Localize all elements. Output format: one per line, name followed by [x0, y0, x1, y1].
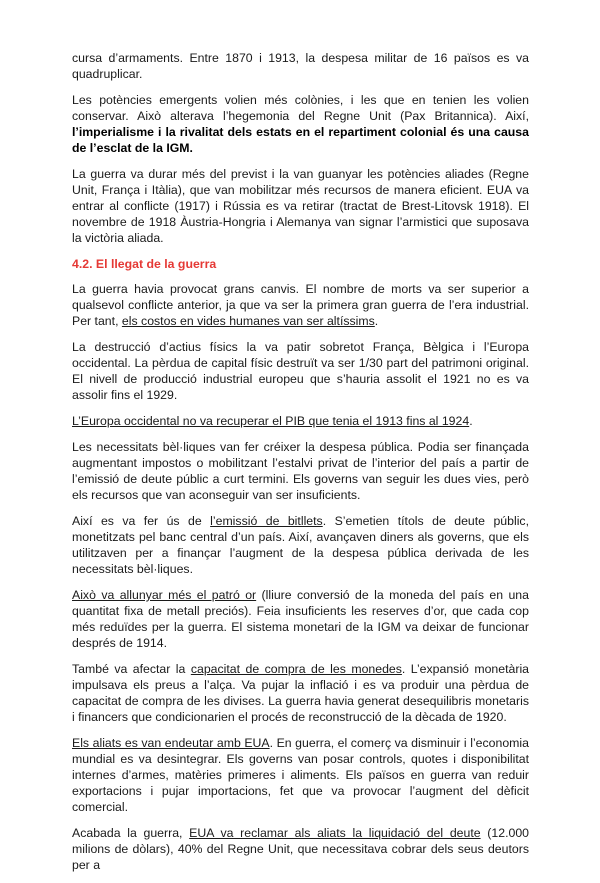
paragraph-text: La guerra va durar més del previst i la van guanyar les potències aliades (Regne Unit, França i Itàlia), que van mobilitzar més recursos de manera eficient. EUA va entrar al conflicte (1917) i Rússia es va retirar (tractat de Brest-Litovsk 1918). El novembre de 1918 Àustria-Hongria i Alemanya van signar l’armistici que suposava la victòria aliada.	[72, 167, 529, 245]
paragraph-allied-debt	[72, 735, 529, 815]
underlined-text: Els aliats es van endeutar amb EUA	[72, 736, 270, 750]
underlined-text: els costos en vides humanes van ser altíssims	[121, 314, 375, 328]
paragraph-human-cost	[72, 281, 529, 329]
paragraph-text: .	[469, 414, 473, 428]
paragraph-text: (12.000 milions de dòlars), 40% del Regne Unit, que necessitava cobrar dels seus deutors per a	[72, 826, 530, 872]
paragraph-debt-liquidation	[72, 825, 529, 873]
section-heading: 4.2. El llegat de la guerra	[72, 257, 217, 271]
paragraph-gdp-recovery	[72, 413, 529, 429]
paragraph-arms-race	[72, 50, 529, 82]
paragraph-text: (lliure conversió de la moneda del país en una quantitat fixa de metall preciós). Feia insuficients les reserves d’or, que cada cop més reduïdes per la guerra. El sistema monetari de la IGM va deixar de funcionar després de 1914.	[72, 588, 529, 650]
underlined-text: capacitat de compra de les monedes	[190, 662, 402, 676]
paragraph-purchasing-power	[72, 661, 529, 725]
paragraph-text: Acabada la guerra,	[72, 826, 190, 840]
paragraph-imperialism	[72, 92, 529, 156]
paragraph-gold-standard	[72, 587, 529, 651]
underlined-text: EUA va reclamar als aliats la liquidació del deute	[189, 826, 481, 840]
paragraph-text: També va afectar la	[72, 662, 191, 676]
paragraph-text: Les potències emergents volien més colònies, i les que en tenien les volien conservar. Això alterava l’hegemonia del Regne Unit (Pax Britannica). Així,	[72, 93, 529, 123]
paragraph-text: . L’expansió monetària impulsava els preus a l’alça. Va pujar la inflació i es va produir una pèrdua de capacitat de compra de les divises. La guerra havia generat desequilibris monetaris i financers que condicionarien el procés de reconstrucció de la dècada de 1920.	[72, 662, 530, 724]
paragraph-text: .	[374, 314, 379, 328]
underlined-text: L’Europa occidental no va recuperar el PIB que tenia el 1913 fins al 1924	[72, 414, 470, 428]
paragraph-text: La guerra havia provocat grans canvis. El nombre de morts va ser superior a qualsevol conflicte anterior, ja que va ser la primera gran guerra de l’era industrial. Per tant,	[72, 282, 529, 328]
paragraph-text: La destrucció d’actius físics la va patir sobretot França, Bèlgica i l’Europa occidental. La pèrdua de capital físic destruït va ser 1/30 part del patrimoni original. El nivell de producció industrial europeu que s’hauria assolit el 1921 no es va assolir fins el 1929.	[72, 340, 529, 402]
paragraph-public-spending	[72, 439, 529, 503]
bold-statement: l’imperialisme i la rivalitat dels estats en el repartiment colonial és una causa de l’esclat de la IGM.	[72, 125, 529, 155]
paragraph-text: . En guerra, el comerç va disminuir i l’economia mundial es va desintegrar. Els governs van posar controls, quotes i disponibilitat internes d’armes, matèries primeres i aliments. Els països en guerra van reduir exportacions i pujar importacions, fet que va provocar l’augment del dèficit comercial.	[72, 736, 529, 814]
paragraph-banknotes	[72, 513, 529, 577]
paragraph-text: . S’emetien títols de deute públic, monetitzats pel banc central d’un país. Així, avançaven diners als governs, que els utilitzaven per a finançar l’augment de la despesa pública derivada de les necessitats bèl·liques.	[72, 514, 529, 576]
paragraph-text: Així es va fer ús de	[72, 514, 211, 528]
paragraph-war-outcome	[72, 166, 529, 246]
underlined-text: Això va allunyar més el patró or	[72, 588, 257, 602]
document-page	[72, 50, 529, 883]
paragraph-text: Les necessitats bèl·liques van fer créixer la despesa pública. Podia ser finançada augmentant impostos o mobilitzant l’estalvi privat de l’interior del país a partir de l’emissió de deute públic a curt termini. Els governs van seguir les dues vies, però els recursos que van aconseguir van ser insuficients.	[72, 440, 529, 502]
paragraph-physical-destruction	[72, 339, 529, 403]
paragraph-text: cursa d’armaments. Entre 1870 i 1913, la despesa militar de 16 països es va quadruplicar.	[72, 51, 529, 81]
underlined-text: l’emissió de bitllets	[210, 514, 323, 528]
